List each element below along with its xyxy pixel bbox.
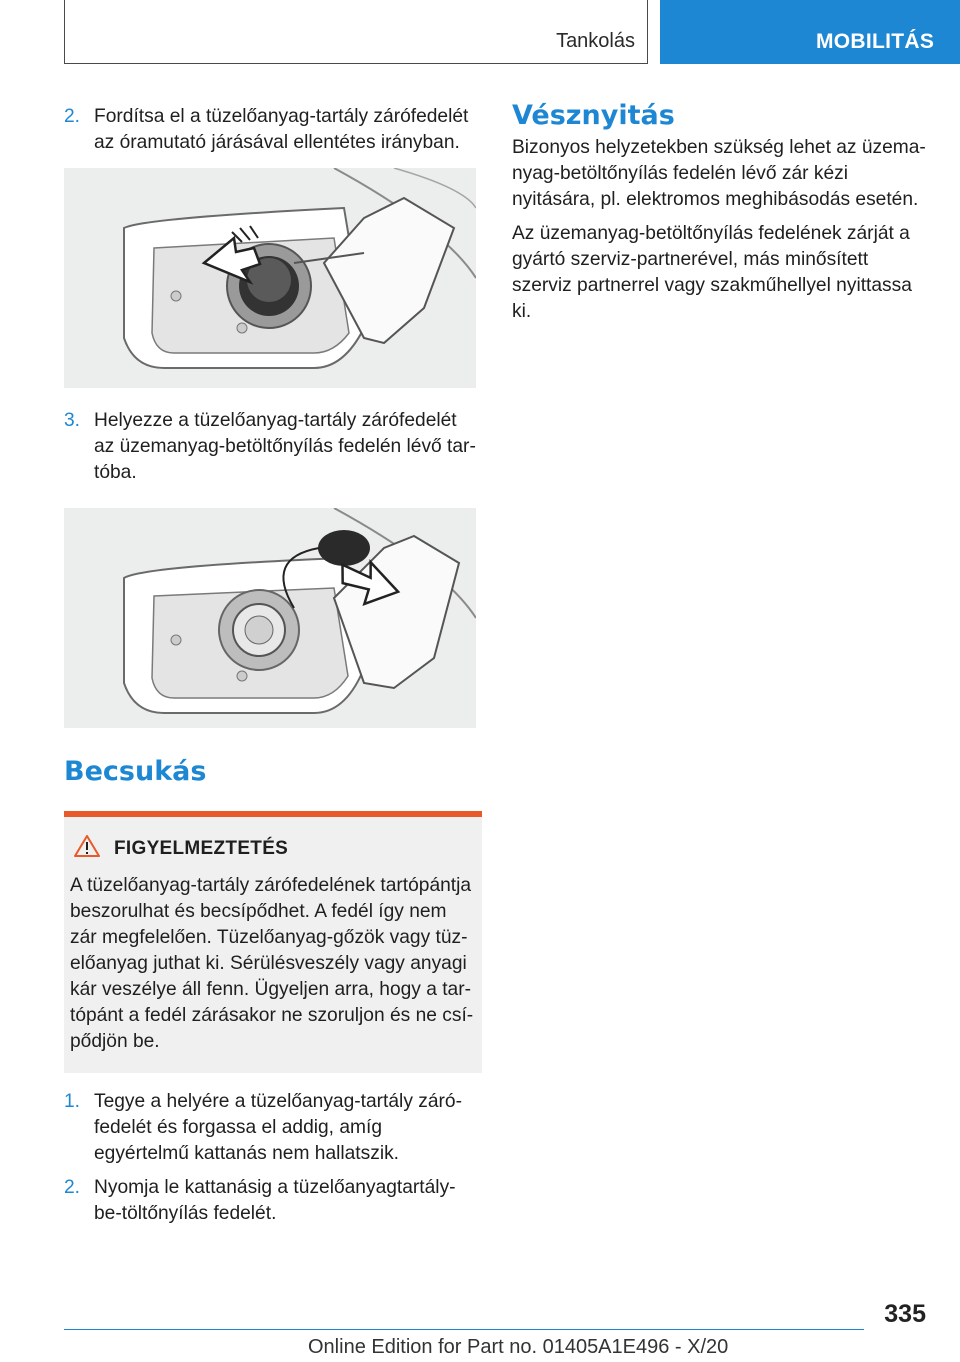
section-title: Tankolás [556,30,635,52]
step-number: 1. [64,1091,81,1112]
header-chapter-tab[interactable] [660,0,960,64]
chapter-title: MOBILITÁS [816,30,935,53]
step-text: Tegye a helyére a tüzelőanyag-tartály záró-fedelét és forgassa el addig, amíg egyértelmű kattanás nem hallatszik. [94,1091,462,1164]
step-number: 3. [64,410,81,431]
step-text: Helyezze a tüzelőanyag-tartály zárófedelét az üzemanyag-betöltőnyílás fedelén lévő tar-tóba. [94,410,476,483]
warning-triangle-icon [74,835,100,863]
section-heading-closing: Becsukás [64,756,207,787]
close-step-1 [64,1089,482,1167]
step-text: Nyomja le kattanásig a tüzelőanyagtartály-be-töltőnyílás fedelét. [94,1177,456,1224]
footer-divider [64,1329,864,1330]
step-2-rotate-cap [64,104,482,156]
step-number: 2. [64,1177,81,1198]
section-heading-emergency-opening: Vésznyitás [512,100,675,131]
left-column [64,104,482,1227]
figure-cap-rotation [64,168,476,388]
footer-edition: Online Edition for Part no. 01405A1E496 - X/20 [308,1336,729,1358]
right-column [512,100,932,325]
emergency-paragraph-1: Bizonyos helyzetekben szükség lehet az üzema-nyag-betöltőnyílás fedelén lévő zár kézi nyitására, pl. elektromos meghibásodás esetén. [512,137,926,210]
page-number: 335 [884,1300,926,1328]
emergency-paragraph-2: Az üzemanyag-betöltőnyílás fedelének zárját a gyártó szerviz-partnerével, más minősített szerviz partnerrel vagy szakműhellyel nyittassa ki. [512,223,912,322]
warning-box [64,811,482,1073]
step-text: Fordítsa el a tüzelőanyag-tartály zárófedelét az óramutató járásával ellentétes irányban. [94,106,469,153]
warning-header [74,835,476,863]
warning-title: FIGYELMEZTETÉS [114,838,289,859]
figure-cap-holder [64,508,476,728]
step-number: 2. [64,106,81,127]
close-step-2 [64,1175,482,1227]
warning-text: A tüzelőanyag-tartály zárófedelének tartópántja beszorulhat és becsípődhet. A fedél így nem zár megfelelően. Tüzelőanyag-gőzök vagy tüz-előanyag juthat ki. Sérülésveszély vagy anyagi kár veszélye áll fenn. Ügyeljen arra, hogy a tar-tópánt a fedél zárásakor ne szoruljon és ne csí-pődjön be. [70,875,474,1052]
header-section-tab[interactable] [64,0,648,64]
step-3-place-cap [64,408,482,486]
